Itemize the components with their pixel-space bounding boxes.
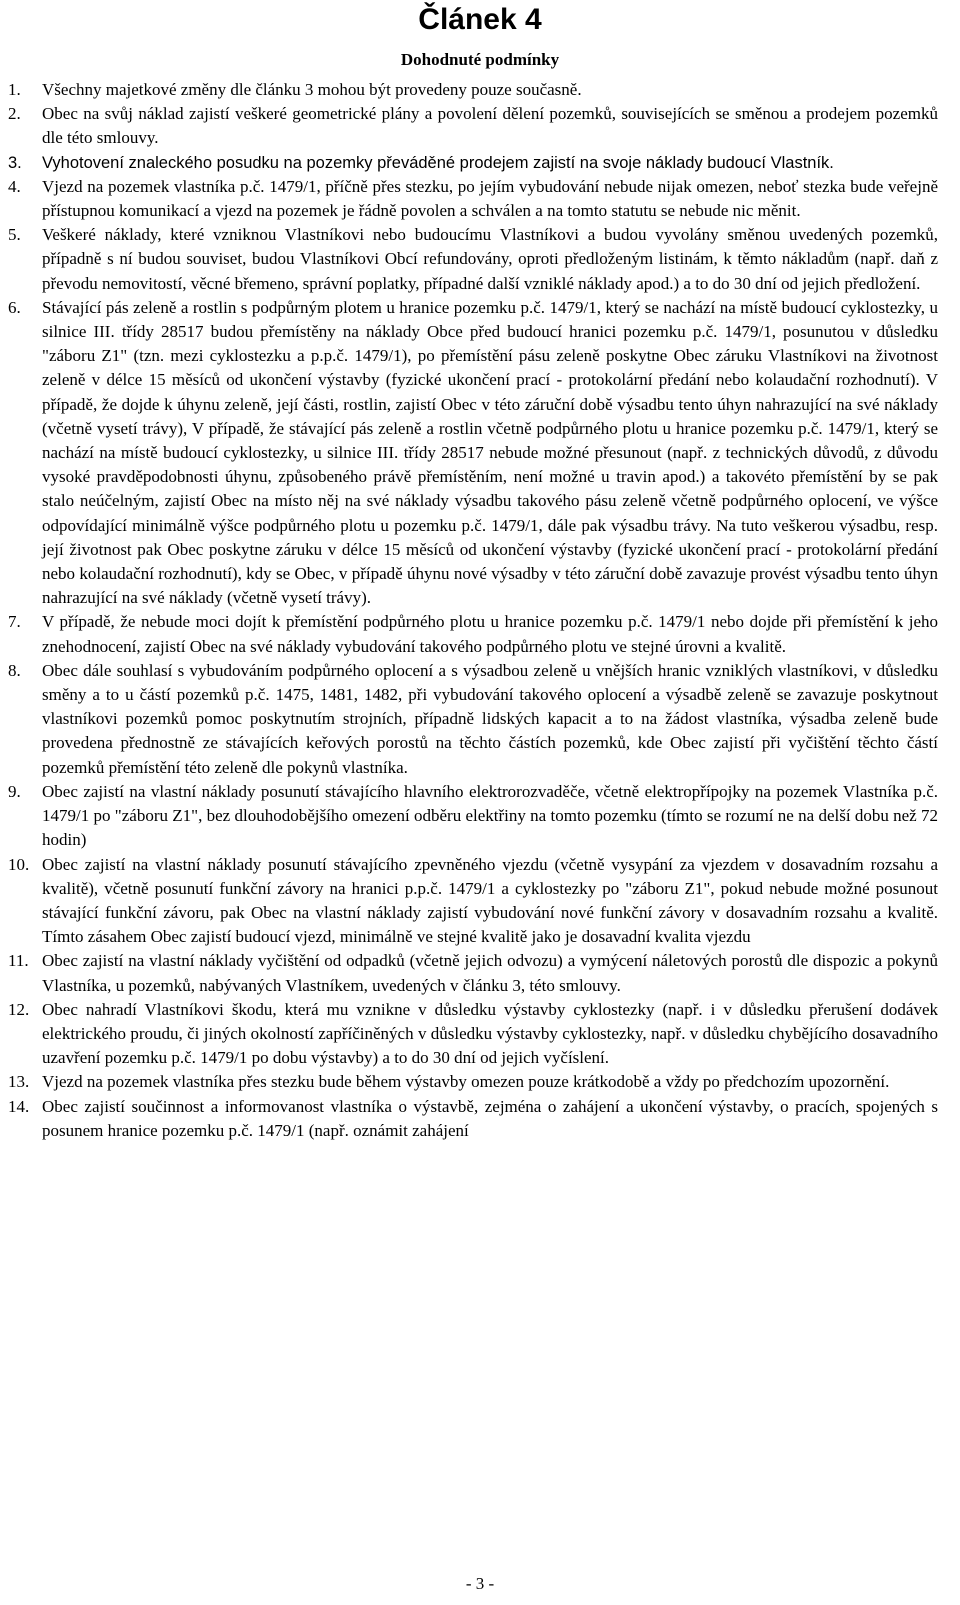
item-text: Obec zajistí součinnost a informovanost vlastníka o výstavbě, zejména o zahájení a ukončení výstavby, o pracích, spojených s posunem hranice pozemku p.č. 1479/1 (např. oznámit zahájení (42, 1096, 938, 1140)
list-item-10 (8, 853, 938, 950)
list-item-3 (8, 151, 938, 175)
item-text: V případě, že nebude moci dojít k přemístění podpůrného plotu u hranice pozemku p.č. 1479/1 nebo dojde při přemístění k jeho znehodnocení, zajistí Obec na své náklady vybudování takového podpůrného plotu ve stejné úrovni a kvalitě. (42, 612, 938, 656)
item-number: 6. (8, 297, 21, 317)
item-text: Obec na svůj náklad zajistí veškeré geometrické plány a povolení dělení pozemků, souvisejících se směnou a prodejem pozemků dle této smlouvy. (42, 104, 938, 148)
list-item-4 (8, 175, 938, 223)
conditions-list (8, 78, 938, 1143)
item-text: Obec zajistí na vlastní náklady vyčištění od odpadků (včetně jejich odvozu) a vymýcení náletových porostů dle dispozic a pokynů Vlastníka, u pozemků, nabývaných Vlastníkem, uvedených v článku 3, této smlouvy. (42, 951, 938, 995)
list-item-9 (8, 780, 938, 853)
item-number: 8. (8, 660, 21, 680)
item-number: 1. (8, 80, 21, 99)
item-number: 10. (8, 854, 30, 874)
list-item-11 (8, 949, 938, 997)
item-number: 4. (8, 176, 21, 196)
list-item-13 (8, 1070, 938, 1094)
article-title: Článek 4 (418, 3, 542, 36)
item-text: Obec dále souhlasí s vybudováním podpůrného oplocení a s výsadbou zeleně u vnějších hranic vzniklých vlastníkovi, v důsledku směny a to u částí pozemků p.č. 1475, 1481, 1482, při vybudování takového oplocení a výsadbě zeleně se zavazuje poskytnout vlastníkovi pozemků pomoc poskytnutím strojních, případně lidských kapacit a to na žádost vlastníka, výsadba zeleně bude provedena přednostně ze stávajících keřových porostů na těchto částích pozemků, kde Obec zajistí při vyčištění těchto částí pozemků přemístění této zeleně dle pokynů vlastníka. (42, 660, 938, 777)
item-text: Veškeré náklady, které vzniknou Vlastníkovi nebo budoucímu Vlastníkovi a budou vyvolány směnou uvedených pozemků, případně s ní budou souviset, budou Vlastníkovi Obcí refundovány, oproti předloženým listinám, k těmto nákladům (např. daň z převodu nemovitostí, věcné břemeno, správní poplatky, případné další vzniklé náklady apod.) a to do 30 dní od jejich předložení. (42, 225, 938, 293)
list-item-14 (8, 1095, 938, 1143)
list-item-2 (8, 102, 938, 150)
item-text: Vjezd na pozemek vlastníka p.č. 1479/1, příčně přes stezku, po jejím vybudování nebude nijak omezen, neboť stezka bude veřejně přístupnou komunikací a vjezd na pozemek je řádně povolen a schválen a na tomto statutu se nebude nic měnit. (42, 176, 938, 221)
article-subtitle: Dohodnuté podmínky (400, 50, 560, 69)
item-text: Vyhotovení znaleckého posudku na pozemky převáděné prodejem zajistí na svoje náklady budoucí Vlastník. (42, 153, 834, 172)
item-number: 7. (8, 612, 21, 632)
item-text: Obec nahradí Vlastníkovi škodu, která mu vznikne v důsledku výstavby cyklostezky (např. i v důsledku přerušení dodávek elektrického proudu, či jiných okolností zapříčiněných v důsledku výstavby cyklostezky, např. v důsledku chybějícího dosavadního uzavření pozemku p.č. 1479/1 po dobu výstavby) a to do 30 dní od jejich vyčíslení. (42, 999, 938, 1068)
item-number: 2. (8, 104, 21, 124)
page-number: - 3 - (465, 1574, 495, 1593)
item-number: 12. (8, 999, 30, 1019)
item-number: 13. (8, 1072, 30, 1092)
list-item-12 (8, 998, 938, 1071)
item-number: 9. (8, 781, 21, 801)
item-text: Obec zajistí na vlastní náklady posunutí stávajícího hlavního elektrorozvaděče, včetně elektropřípojky na pozemek Vlastníka p.č. 1479/1 po "záboru Z1", bez dlouhodobějšího omezení odběru elektřiny na tomto pozemku (tímto se rozumí ne na delší dobu než 72 hodin) (42, 781, 938, 850)
list-item-6 (8, 296, 938, 611)
list-item-7 (8, 610, 938, 658)
item-text: Stávající pás zeleně a rostlin s podpůrným plotem u hranice pozemku p.č. 1479/1, který se nachází na místě budoucí cyklostezky, u silnice III. třídy 28517 budou přemístěny na náklady Obce před budoucí hranici pozemku p.č. 1479/1, posunutou v důsledku "záboru Z1" (tzn. mezi cyklostezku a p.p.č. 1479/1), po přemístění pásu zeleně poskytne Obec záruku Vlastníkovi na životnost zeleně v délce 15 měsíců od ukončení výstavby (fyzické ukončení prací - protokolární předání nebo kolaudační rozhodnutí). V případě, že dojde k úhynu zeleně, její části, rostlin, zajistí Obec v této záruční době výsadbu tento úhyn nahrazující na své náklady (včetně vysetí trávy), V případě, že stávající pás zeleně a rostlin včetně podpůrného plotu u hranice pozemku p.č. 1479/1, který se nachází na místě budoucí cyklostezky, u silnice III. třídy 28517 nebude možné přesunout (např. z technických důvodů, z důvodu vysoké pravděpodobnosti úhynu, způsobeného právě přemístěním, není možné u travin apod.) a takovéto přemístění by se pak stalo neúčelným, zajistí Obec na místo něj na své náklady výsadbu takového pásu zeleně včetně podpůrného oplocení, ve výšce odpovídající minimálně výšce podpůrného plotu u pozemku p.č. 1479/1, dále pak výsadbu trávy. Na tuto veškerou výsadbu, resp. její životnost pak Obec poskytne záruku v délce 15 měsíců od ukončení výstavby (fyzické ukončení prací - protokolární předání nebo kolaudační rozhodnutí), kdy se Obec, v případě úhynu nové výsadby v této záruční době zavazuje provést výsadbu tento úhyn nahrazující na své náklady (včetně vysetí trávy). (42, 297, 938, 608)
item-number: 3. (8, 153, 22, 172)
item-number: 5. (8, 225, 21, 245)
item-number: 11. (8, 951, 29, 971)
item-text: Vjezd na pozemek vlastníka přes stezku bude během výstavby omezen pouze krátkodobě a vždy po předchozím upozornění. (42, 1072, 890, 1092)
list-item-5 (8, 223, 938, 296)
item-number: 14. (8, 1096, 30, 1116)
item-text: Obec zajistí na vlastní náklady posunutí stávajícího zpevněného vjezdu (včetně vysypání za vjezdem v dosavadním rozsahu a kvalitě), včetně posunutí funkční závory na hranici p.p.č. 1479/1 a cyklostezky po "záboru Z1", pokud nebude možné posunout stávající funkční závoru, pak Obec na vlastní náklady zajistí vybudování nové funkční závory v dosavadním rozsahu a kvalitě. Tímto zásahem Obec zajistí budoucí vjezd, minimálně ve stejné kvalitě jako je dosavadní kvalita vjezdu (42, 854, 938, 947)
list-item-1 (8, 78, 938, 102)
item-text: Všechny majetkové změny dle článku 3 mohou být provedeny pouze současně. (42, 80, 582, 99)
list-item-8 (8, 659, 938, 780)
